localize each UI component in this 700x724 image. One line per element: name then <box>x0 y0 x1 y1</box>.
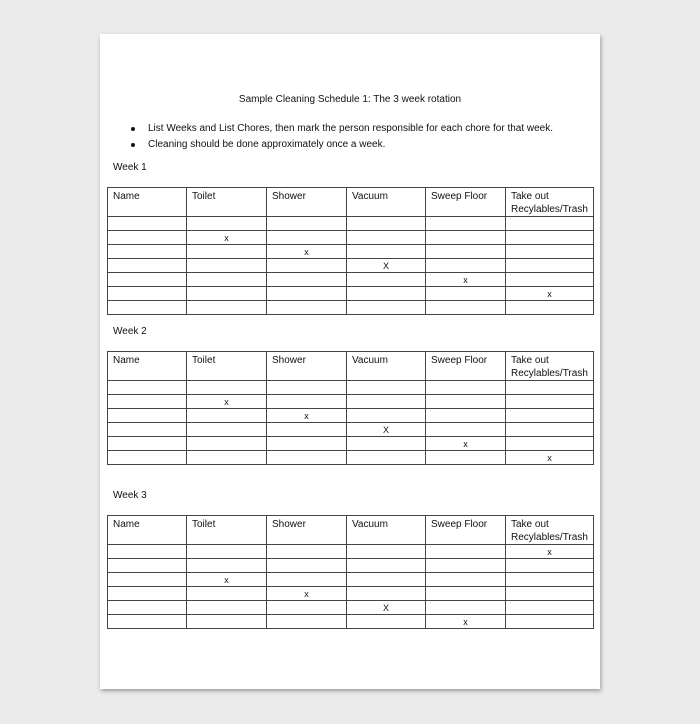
table-row <box>108 245 594 259</box>
table-cell <box>108 451 187 465</box>
table-cell <box>187 245 267 259</box>
week-label: Week 2 <box>113 326 147 337</box>
table-cell <box>267 615 347 629</box>
document-title: Sample Cleaning Schedule 1: The 3 week rotation <box>238 94 462 105</box>
table-cell: x <box>187 395 267 409</box>
table-cell: x <box>267 245 347 259</box>
bullet-icon <box>131 143 135 147</box>
table-cell <box>108 423 187 437</box>
column-header: Vacuum <box>347 352 426 381</box>
column-header: Sweep Floor <box>426 188 506 217</box>
table-cell <box>506 395 594 409</box>
table-row <box>108 259 594 273</box>
table-cell <box>267 259 347 273</box>
column-header: Take out Recylables/Trash <box>506 516 594 545</box>
table-cell <box>108 381 187 395</box>
table-row <box>108 573 594 587</box>
table-cell <box>347 587 426 601</box>
table-cell <box>267 273 347 287</box>
table-cell <box>506 615 594 629</box>
table-row <box>108 395 594 409</box>
table-cell <box>267 573 347 587</box>
table-cell: x <box>506 451 594 465</box>
table-cell <box>347 451 426 465</box>
table-header-row <box>108 516 594 545</box>
table-cell <box>267 395 347 409</box>
table-cell <box>267 381 347 395</box>
table-cell <box>506 381 594 395</box>
table-row <box>108 587 594 601</box>
table-cell <box>506 573 594 587</box>
column-header: Shower <box>267 188 347 217</box>
table-cell <box>426 423 506 437</box>
table-row <box>108 381 594 395</box>
table-cell <box>187 259 267 273</box>
table-cell <box>108 273 187 287</box>
table-cell: x <box>506 287 594 301</box>
instruction-item <box>131 121 553 137</box>
column-header: Sweep Floor <box>426 516 506 545</box>
table-cell <box>187 601 267 615</box>
table-cell <box>506 437 594 451</box>
table-cell: X <box>347 259 426 273</box>
table-cell <box>506 259 594 273</box>
table-row <box>108 231 594 245</box>
week-label: Week 1 <box>113 162 147 173</box>
table-cell <box>108 615 187 629</box>
column-header: Toilet <box>187 188 267 217</box>
table-cell <box>426 395 506 409</box>
table-cell <box>426 601 506 615</box>
table-cell <box>108 259 187 273</box>
table-cell <box>426 259 506 273</box>
table-cell <box>267 301 347 315</box>
table-row <box>108 301 594 315</box>
table-cell: x <box>187 231 267 245</box>
table-cell <box>267 217 347 231</box>
table-cell <box>506 273 594 287</box>
table-cell <box>426 217 506 231</box>
table-cell <box>267 423 347 437</box>
instruction-text: Cleaning should be done approximately once a week. <box>148 139 386 150</box>
table-cell <box>347 301 426 315</box>
column-header: Shower <box>267 352 347 381</box>
table-cell <box>347 273 426 287</box>
table-cell <box>426 381 506 395</box>
table-cell <box>108 217 187 231</box>
table-cell <box>347 381 426 395</box>
table-cell <box>187 273 267 287</box>
table-cell <box>347 437 426 451</box>
table-cell <box>267 545 347 559</box>
column-header: Toilet <box>187 516 267 545</box>
column-header: Vacuum <box>347 516 426 545</box>
table-cell <box>426 245 506 259</box>
table-cell <box>108 409 187 423</box>
table-cell: x <box>426 437 506 451</box>
table-cell <box>187 451 267 465</box>
column-header: Take out Recylables/Trash <box>506 352 594 381</box>
column-header: Toilet <box>187 352 267 381</box>
bullet-icon <box>131 127 135 131</box>
table-cell: x <box>187 573 267 587</box>
table-cell <box>108 301 187 315</box>
table-cell <box>267 231 347 245</box>
column-header: Name <box>108 516 187 545</box>
table-cell <box>347 395 426 409</box>
week-label: Week 3 <box>113 490 147 501</box>
table-cell <box>506 601 594 615</box>
table-cell <box>108 559 187 573</box>
instructions-list <box>131 121 553 153</box>
table-cell <box>187 409 267 423</box>
column-header: Name <box>108 188 187 217</box>
table-cell <box>108 287 187 301</box>
table-header-row <box>108 188 594 217</box>
table-cell <box>426 287 506 301</box>
table-cell <box>506 587 594 601</box>
table-cell <box>108 437 187 451</box>
table-cell <box>267 287 347 301</box>
table-cell: x <box>267 409 347 423</box>
table-row <box>108 559 594 573</box>
table-cell <box>187 615 267 629</box>
table-cell <box>187 587 267 601</box>
table-cell <box>108 245 187 259</box>
table-cell <box>187 423 267 437</box>
table-header-row <box>108 352 594 381</box>
table-row <box>108 545 594 559</box>
table-cell <box>347 559 426 573</box>
column-header: Vacuum <box>347 188 426 217</box>
schedule-table-week-2 <box>107 351 594 465</box>
table-cell <box>347 245 426 259</box>
table-cell <box>506 559 594 573</box>
table-cell <box>506 231 594 245</box>
table-cell: X <box>347 601 426 615</box>
table-cell <box>347 231 426 245</box>
column-header: Name <box>108 352 187 381</box>
table-cell <box>506 301 594 315</box>
table-cell <box>187 559 267 573</box>
table-cell <box>267 559 347 573</box>
column-header: Shower <box>267 516 347 545</box>
table-cell <box>426 231 506 245</box>
table-row <box>108 217 594 231</box>
table-row <box>108 601 594 615</box>
document-page <box>100 34 600 689</box>
schedule-table-week-3 <box>107 515 594 629</box>
table-cell <box>426 301 506 315</box>
table-cell: x <box>267 587 347 601</box>
table-cell <box>347 217 426 231</box>
table-cell <box>506 423 594 437</box>
table-cell <box>108 587 187 601</box>
table-cell <box>187 217 267 231</box>
table-cell <box>347 615 426 629</box>
table-row <box>108 273 594 287</box>
table-row <box>108 287 594 301</box>
table-cell <box>108 395 187 409</box>
table-cell <box>108 545 187 559</box>
table-row <box>108 451 594 465</box>
table-cell <box>506 217 594 231</box>
instruction-text: List Weeks and List Chores, then mark the person responsible for each chore for that week. <box>148 123 554 134</box>
table-cell: x <box>426 273 506 287</box>
table-cell <box>187 437 267 451</box>
table-cell <box>506 245 594 259</box>
table-cell <box>108 601 187 615</box>
column-header: Take out Recylables/Trash <box>506 188 594 217</box>
table-cell: x <box>506 545 594 559</box>
table-cell <box>426 587 506 601</box>
table-cell <box>347 545 426 559</box>
table-row <box>108 437 594 451</box>
table-row <box>108 615 594 629</box>
table-cell <box>267 601 347 615</box>
table-cell <box>347 409 426 423</box>
schedule-table-week-1 <box>107 187 594 315</box>
table-cell <box>506 409 594 423</box>
table-cell <box>426 573 506 587</box>
table-cell <box>187 287 267 301</box>
table-cell <box>108 573 187 587</box>
table-cell: X <box>347 423 426 437</box>
table-cell <box>187 301 267 315</box>
table-cell <box>108 231 187 245</box>
instruction-item <box>131 137 553 153</box>
table-cell <box>426 451 506 465</box>
table-cell <box>426 545 506 559</box>
table-cell <box>187 381 267 395</box>
table-cell <box>267 451 347 465</box>
table-cell <box>347 573 426 587</box>
table-cell <box>347 287 426 301</box>
table-cell <box>426 559 506 573</box>
table-row <box>108 423 594 437</box>
table-cell <box>426 409 506 423</box>
table-cell <box>267 437 347 451</box>
table-cell <box>187 545 267 559</box>
table-row <box>108 409 594 423</box>
column-header: Sweep Floor <box>426 352 506 381</box>
table-cell: x <box>426 615 506 629</box>
